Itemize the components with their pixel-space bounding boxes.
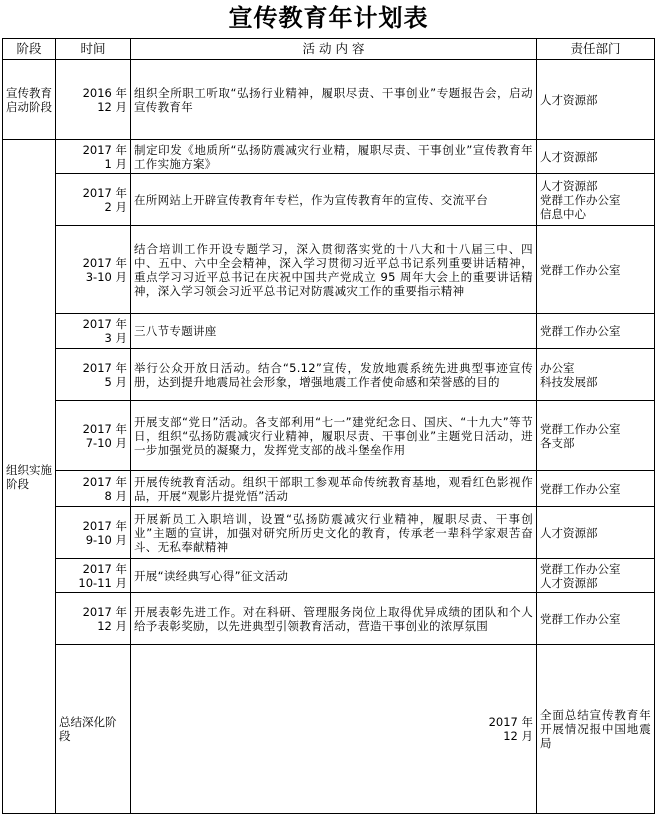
header-activity: 活 动 内 容 [131,39,537,60]
table-row [3,645,655,814]
stage-cell: 宣传教育启动阶段 [3,60,56,140]
time-cell: 2016 年 12 月 [56,60,131,140]
dept-cell: 党群工作办公室 [537,593,655,645]
plan-table [2,38,655,814]
dept-cell: 人才资源部 [537,507,655,559]
table-row [3,349,655,401]
table-row [3,140,655,174]
dept-cell: 人才资源部 [537,140,655,174]
time-cell: 2017 年 3-10 月 [56,226,131,314]
activity-cell: 开展支部“党日”活动。各支部利用“七一”建党纪念日、国庆、“十九大”等节日，组织“弘扬防震减灾行业精神，履职尽责、干事创业”主题党日活动，进一步加强党员的凝聚力，发挥党支部的战斗堡垒作用 [131,401,537,471]
dept-cell: 人才资源部 党群工作办公室 信息中心 [537,174,655,226]
table-row [3,226,655,314]
time-cell: 2017 年 3 月 [56,314,131,349]
activity-cell: 制定印发《地质所“弘扬防震减灾行业精，履职尽责、干事创业”宣传教育年工作实施方案》 [131,140,537,174]
header-stage: 阶段 [3,39,56,60]
table-row [3,507,655,559]
time-cell: 2017 年 7-10 月 [56,401,131,471]
table-row [3,593,655,645]
dept-cell: 党群工作办公室 [537,226,655,314]
header-dept: 责任部门 [537,39,655,60]
table-row [3,314,655,349]
table-row [3,60,655,140]
header-time: 时间 [56,39,131,60]
time-cell: 2017 年 2 月 [56,174,131,226]
header-row [3,39,655,60]
time-cell: 2017 年 12 月 [56,593,131,645]
dept-cell: 党群工作办公室 各支部 [537,401,655,471]
table-row [3,559,655,593]
activity-cell: 组织全所职工听取“弘扬行业精神，履职尽责、干事创业”专题报告会，启动宣传教育年 [131,60,537,140]
activity-cell: 开展传统教育活动。组织干部职工参观革命传统教育基地，观看红色影视作品，开展“观影片提党悟”活动 [131,471,537,507]
stage-cell: 总结深化阶段 [56,645,131,814]
table-row [3,401,655,471]
dept-cell: 人才资源部 [537,60,655,140]
time-cell: 2017 年 8 月 [56,471,131,507]
time-cell: 2017 年 5 月 [56,349,131,401]
activity-cell: 开展新员工入职培训，设置“弘扬防震减灾行业精神，履职尽责、干事创业”主题的宣讲，加强对研究所历史文化的教育，传承老一辈科学家艰苦奋斗、无私奉献精神 [131,507,537,559]
table-row [3,471,655,507]
activity-cell: 开展表彰先进工作。对在科研、管理服务岗位上取得优异成绩的团队和个人给予表彰奖励，以先进典型引领教育活动，营造干事创业的浓厚氛围 [131,593,537,645]
activity-cell: 全面总结宣传教育年开展情况报中国地震局 [537,645,655,814]
stage-cell: 组织实施阶段 [3,140,56,814]
time-cell: 2017 年 10-11 月 [56,559,131,593]
activity-cell: 开展“读经典写心得”征文活动 [131,559,537,593]
activity-cell: 举行公众开放日活动。结合“5.12”宣传，发放地震系统先进典型事迹宣传册，达到提升地震局社会形象，增强地震工作者使命感和荣誉感的目的 [131,349,537,401]
dept-cell: 党群工作办公室 人才资源部 [537,559,655,593]
time-cell: 2017 年 1 月 [56,140,131,174]
activity-cell: 结合培训工作开设专题学习，深入贯彻落实党的十八大和十八届三中、四中、五中、六中全会精神，深入学习贯彻习近平总书记系列重要讲话精神，重点学习习近平总书记在庆祝中国共产党成立 95 周年大会上的重要讲话精神，深入学习领会习近平总书记对防震减灾工作的重要指示精神 [131,226,537,314]
dept-cell: 党群工作办公室 [537,471,655,507]
dept-cell: 办公室 科技发展部 [537,349,655,401]
activity-cell: 三八节专题讲座 [131,314,537,349]
time-cell: 2017 年 9-10 月 [56,507,131,559]
time-cell: 2017 年 12 月 [131,645,537,814]
activity-cell: 在所网站上开辟宣传教育年专栏，作为宣传教育年的宣传、交流平台 [131,174,537,226]
page-title: 宣传教育年计划表 [228,4,429,32]
table-row [3,174,655,226]
dept-cell: 党群工作办公室 [537,314,655,349]
